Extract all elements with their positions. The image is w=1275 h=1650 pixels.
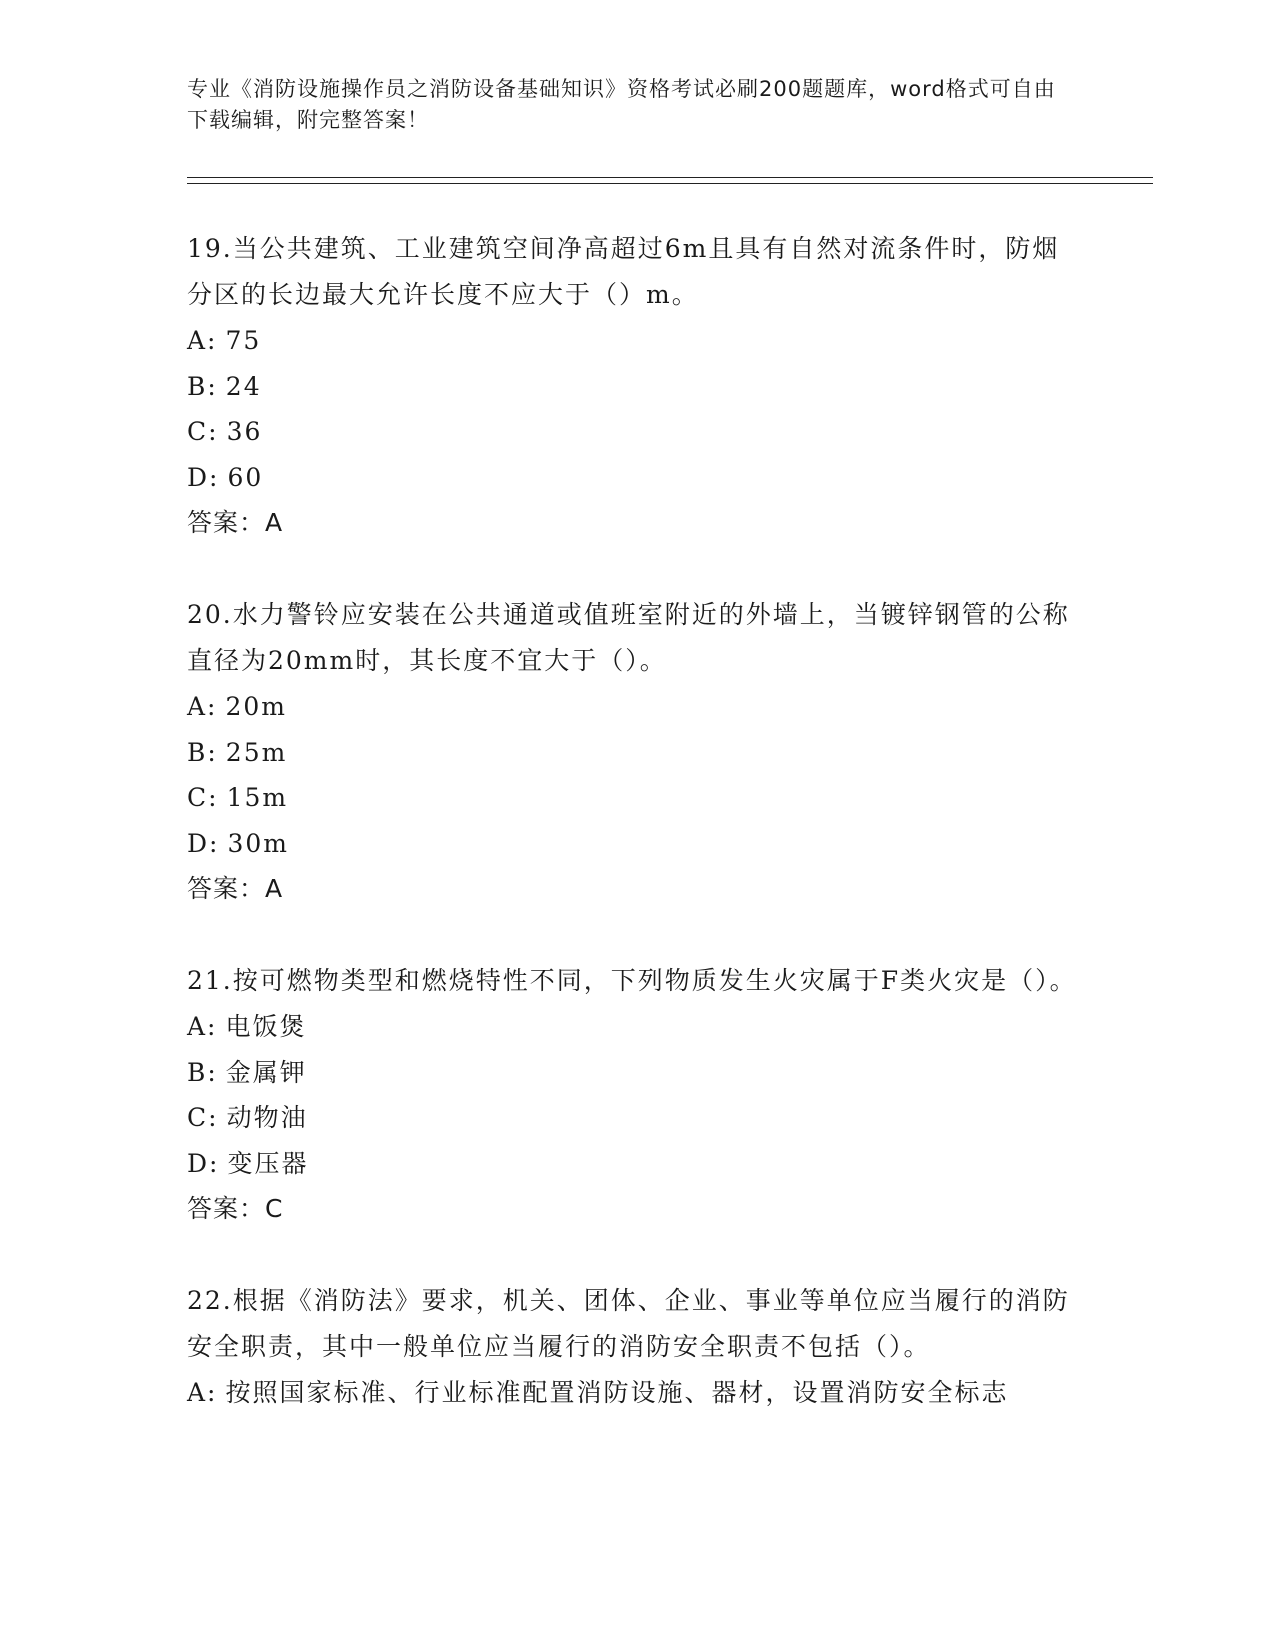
option-letter: A: [187, 1378, 218, 1407]
option-letter: A: [187, 1012, 218, 1041]
option-b [187, 364, 1077, 410]
option-text: 30m [227, 828, 289, 858]
option-c [187, 409, 1077, 455]
option-text: 60 [227, 462, 264, 492]
option-letter: B: [187, 737, 218, 767]
question-20 [187, 592, 1077, 912]
question-stem: 20.水力警铃应安装在公共通道或值班室附近的外墙上，当镀锌钢管的公称直径为20mm时，其长度不宜大于（）。 [187, 600, 1070, 675]
question-22 [187, 1278, 1077, 1416]
option-c [187, 775, 1077, 821]
option-text: 金属钾 [225, 1057, 307, 1087]
option-b [187, 1050, 1077, 1096]
option-letter: C: [187, 1103, 219, 1132]
option-letter: B: [187, 1057, 218, 1087]
option-text: 15m [226, 783, 289, 812]
option-text: 20m [225, 692, 288, 721]
option-text: 电饭煲 [225, 1012, 307, 1041]
option-a [187, 318, 1077, 364]
header-divider-top [187, 177, 1153, 178]
answer-line: 答案：A [187, 508, 284, 537]
document-header: 专业《消防设施操作员之消防设备基础知识》资格考试必刷200题题库，word格式可自由下载编辑，附完整答案！ [187, 77, 1056, 132]
question-stem: 21.按可燃物类型和燃烧特性不同，下列物质发生火灾属于F类火灾是（）。 [187, 966, 1077, 995]
option-letter: D: [187, 1148, 220, 1178]
question-list [187, 226, 1077, 1462]
option-text: 75 [225, 326, 262, 355]
option-b [187, 730, 1077, 776]
option-letter: B: [187, 371, 218, 401]
option-letter: A: [187, 326, 218, 355]
option-text: 按照国家标准、行业标准配置消防设施、器材，设置消防安全标志 [225, 1378, 1009, 1407]
header-divider-bottom [187, 183, 1153, 184]
answer-line: 答案：C [187, 1194, 284, 1223]
question-19 [187, 226, 1077, 546]
question-stem: 19.当公共建筑、工业建筑空间净高超过6m且具有自然对流条件时，防烟分区的长边最大允许长度不应大于（）m。 [187, 234, 1060, 309]
option-letter: A: [187, 692, 218, 721]
option-text: 25m [225, 737, 288, 767]
option-d [187, 1141, 1077, 1187]
option-text: 36 [226, 417, 263, 446]
option-c [187, 1095, 1077, 1141]
question-21 [187, 958, 1077, 1232]
option-d [187, 455, 1077, 501]
option-text: 动物油 [226, 1103, 308, 1132]
question-stem: 22.根据《消防法》要求，机关、团体、企业、事业等单位应当履行的消防安全职责，其中一般单位应当履行的消防安全职责不包括（）。 [187, 1286, 1070, 1361]
option-letter: D: [187, 462, 220, 492]
option-text: 变压器 [227, 1148, 309, 1178]
option-letter: D: [187, 828, 220, 858]
option-a [187, 684, 1077, 730]
answer-line: 答案：A [187, 874, 284, 903]
option-letter: C: [187, 417, 219, 446]
option-letter: C: [187, 783, 219, 812]
option-text: 24 [225, 371, 262, 401]
option-a [187, 1004, 1077, 1050]
option-a [187, 1370, 1077, 1416]
option-d [187, 821, 1077, 867]
